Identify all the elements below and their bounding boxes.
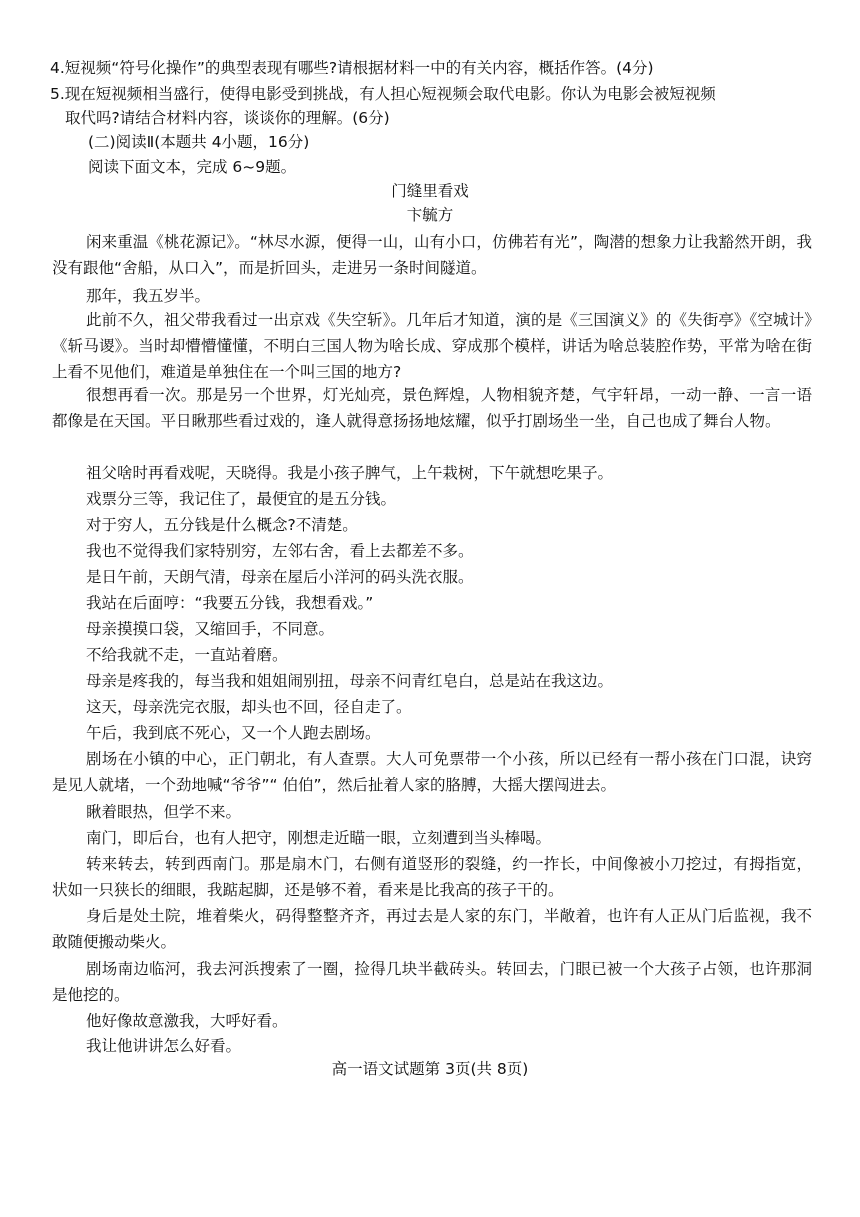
question-5-line-2: 取代吗?请结合材料内容，谈谈你的理解。(6分) (65, 109, 390, 127)
paragraph: 这天，母亲洗完衣服，却头也不回，径自走了。 (86, 698, 412, 716)
section-heading: (二)阅读Ⅱ(本题共 4小题，16分) (88, 133, 310, 151)
paragraph: 我让他讲讲怎么好看。 (86, 1037, 242, 1055)
paragraph: 转来转去，转到西南门。那是扇木门，右侧有道竖形的裂缝，约一拃长，中间像被小刀挖过，有拇指宽，状如一只狭长的细眼，我踮起脚，还是够不着，看来是比我高的孩子干的。 (52, 855, 812, 899)
article-author: 卞毓方 (406, 206, 454, 224)
paragraph: 此前不久，祖父带我看过一出京戏《失空斩》。几年后才知道，演的是《三国演义》的《失街亭》《空城计》《斩马谡》。当时却懵懵懂懂，不明白三国人物为啥长成、穿成那个模样，讲话为啥总装腔作势，平常为啥在街上看不见他们，难道是单独住在一个叫三国的地方? (52, 311, 812, 381)
paragraph: 瞅着眼热，但学不来。 (86, 803, 242, 821)
paragraph: 他好像故意激我，大呼好看。 (86, 1012, 288, 1030)
paragraph: 南门，即后台，也有人把守，刚想走近瞄一眼，立刻遭到当头棒喝。 (86, 829, 552, 847)
section-instruction: 阅读下面文本，完成 6~9题。 (88, 158, 297, 176)
paragraph: 午后，我到底不死心，又一个人跑去剧场。 (86, 724, 381, 742)
paragraph: 很想再看一次。那是另一个世界，灯光灿亮，景色辉煌，人物相貌齐楚，气宇轩昂，一动一静、一言一语都像是在天国。平日瞅那些看过戏的，逢人就得意扬扬地炫耀，似乎打剧场坐一坐，自己也成了舞台人物。 (52, 386, 812, 430)
paragraph: 那年，我五岁半。 (86, 287, 211, 305)
paragraph: 对于穷人，五分钱是什么概念?不清楚。 (86, 516, 358, 534)
paragraph: 剧场在小镇的中心，正门朝北，有人查票。大人可免票带一个小孩，所以已经有一帮小孩在门口混，诀窍是见人就堵，一个劲地喊“爷爷”“ 伯伯”，然后扯着人家的胳膊，大摇大摆闯进去。 (52, 750, 812, 794)
paragraph: 母亲摸摸口袋，又缩回手，不同意。 (86, 620, 335, 638)
question-4: 4.短视频“符号化操作”的典型表现有哪些?请根据材料一中的有关内容，概括作答。(4分) (50, 59, 654, 77)
paragraph: 是日午前，天朗气清，母亲在屋后小洋河的码头洗衣服。 (86, 568, 474, 586)
paragraph: 不给我就不走，一直站着磨。 (86, 646, 288, 664)
paragraph: 祖父啥时再看戏呢，天晓得。我是小孩子脾气，上午栽树，下午就想吃果子。 (86, 464, 614, 482)
paragraph: 剧场南边临河，我去河浜搜索了一圈，捡得几块半截砖头。转回去，门眼已被一个大孩子占领，也许那洞是他挖的。 (52, 960, 812, 1004)
paragraph: 我站在后面哼：“我要五分钱，我想看戏。” (86, 594, 374, 612)
paragraph: 我也不觉得我们家特别穷，左邻右舍，看上去都差不多。 (86, 542, 474, 560)
paragraph: 戏票分三等，我记住了，最便宜的是五分钱。 (86, 490, 397, 508)
paragraph: 闲来重温《桃花源记》。“林尽水源，便得一山，山有小口，仿佛若有光”，陶潜的想象力让我豁然开朗，我没有跟他“舍船，从口入”，而是折回头，走进另一条时间隧道。 (52, 233, 812, 277)
question-5-line-1: 5.现在短视频相当盛行，使得电影受到挑战，有人担心短视频会取代电影。你认为电影会被短视频 (50, 85, 716, 103)
paragraph: 身后是处土院，堆着柴火，码得整整齐齐，再过去是人家的东门，半敞着，也许有人正从门后监视，我不敢随便搬动柴火。 (52, 907, 812, 951)
paragraph: 母亲是疼我的，每当我和姐姐闹别扭，母亲不问青红皂白，总是站在我这边。 (86, 672, 614, 690)
page-footer: 高一语文试题第 3页(共 8页) (331, 1060, 529, 1078)
article-title: 门缝里看戏 (391, 182, 469, 200)
